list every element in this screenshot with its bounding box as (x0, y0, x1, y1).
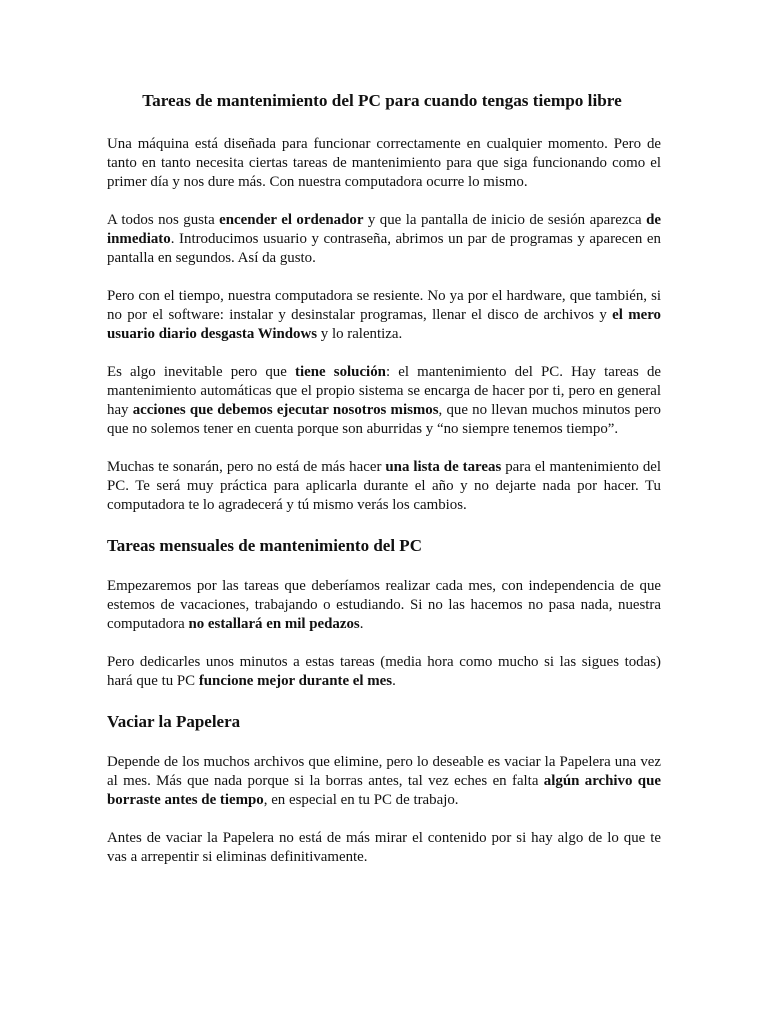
bold-text-run: acciones que debemos ejecutar nosotros mismos (132, 402, 439, 418)
bold-text-run: tiene solución (295, 364, 386, 380)
text-run: A todos nos gusta (107, 212, 220, 228)
text-run: . (359, 616, 364, 632)
text-run: Empezaremos por las tareas que deberíamos realizar cada mes, con independencia de que estemos de vacaciones, trabajando o estudiando. Si no las hacemos no pasa nada, nuestra computadora (107, 578, 661, 632)
slowdown-paragraph (107, 287, 661, 344)
text-run: , en especial en tu PC de trabajo. (263, 792, 459, 808)
text-run: Es algo inevitable pero que (107, 364, 296, 380)
bold-text-run: el mero usuario diario desgasta Windows (107, 307, 661, 342)
bold-text-run: funcione mejor durante el mes (198, 673, 393, 689)
bold-text-run: algún archivo que borraste antes de tiempo (107, 773, 661, 808)
text-run: Depende de los muchos archivos que elimine, pero lo deseable es vaciar la Papelera una vez al mes. Más que nada porque si la borras antes, tal vez eches en falta (107, 754, 661, 789)
bold-text-run: una lista de tareas (385, 459, 502, 475)
text-run: Una máquina está diseñada para funcionar correctamente en cualquier momento. Pero de tanto en tanto necesita ciertas tareas de mantenimiento para que siga funcionando como el primer día y nos dure más. Con nuestra computadora ocurre lo mismo. (107, 136, 661, 190)
bold-text-run: encender el ordenador (219, 212, 364, 228)
text-run: . Introducimos usuario y contraseña, abrimos un par de programas y aparecen en pantalla en segundos. Así da gusto. (107, 231, 661, 266)
recycle-paragraph-2 (107, 829, 661, 867)
page-title: Tareas de mantenimiento del PC para cuando tengas tiempo libre (142, 91, 622, 110)
monthly-paragraph-2 (107, 653, 661, 691)
solution-paragraph (107, 363, 661, 439)
text-run: Pero dedicarles unos minutos a estas tareas (media hora como mucho si las sigues todas) hará que tu PC (107, 654, 661, 689)
text-run: y que la pantalla de inicio de sesión aparezca (363, 212, 647, 228)
monthly-paragraph-1 (107, 577, 661, 634)
text-run: Muchas te sonarán, pero no está de más hacer (107, 459, 386, 475)
text-run: para el mantenimiento del PC. Te será muy práctica para aplicarla durante el año y no dejarte nada por hacer. Tu computadora te lo agradecerá y tú mismo verás los cambios. (107, 459, 662, 513)
text-run: : el mantenimiento del PC. Hay tareas de mantenimiento automáticas que el propio sistema se encarga de hacer por ti, pero en general hay (107, 364, 662, 418)
section-heading-monthly: Tareas mensuales de mantenimiento del PC (107, 536, 422, 555)
text-run: Pero con el tiempo, nuestra computadora se resiente. No ya por el hardware, que también, si no por el software: instalar y desinstalar programas, llenar el disco de archivos y (107, 288, 661, 323)
task-list-paragraph (107, 458, 661, 515)
text-run: Antes de vaciar la Papelera no está de más mirar el contenido por si hay algo de lo que te vas a arrepentir si eliminas definitivamente. (107, 830, 661, 865)
bold-text-run: no estallará en mil pedazos (188, 616, 360, 632)
document-body (107, 89, 661, 886)
text-run: , que no llevan muchos minutos pero que no solemos tener en cuenta porque son aburridas y “no siempre tenemos tiempo”. (107, 402, 661, 437)
intro-paragraph (107, 135, 661, 192)
text-run: y lo ralentiza. (317, 326, 403, 342)
startup-paragraph (107, 211, 661, 268)
section-heading-recycle-bin: Vaciar la Papelera (107, 712, 241, 731)
text-run: . (392, 673, 396, 689)
bold-text-run: de inmediato (107, 212, 662, 247)
recycle-paragraph-1 (107, 753, 661, 810)
